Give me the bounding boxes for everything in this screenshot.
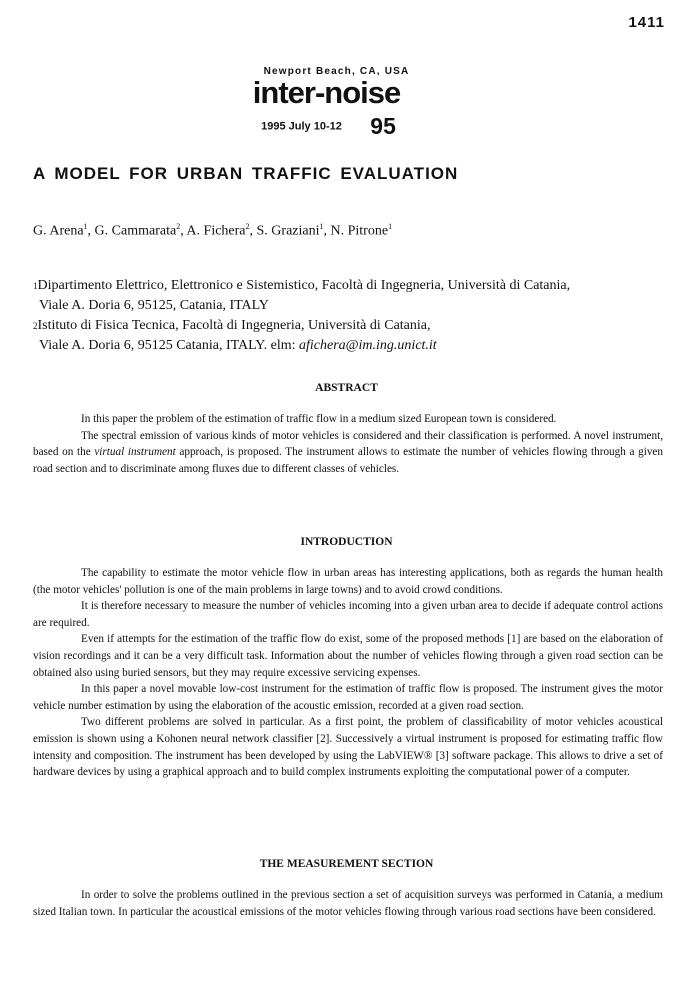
conference-logo: inter-noise — [252, 75, 401, 110]
affiliation-2-line-2: Viale A. Doria 6, 95125 Catania, ITALY. elm: afichera@im.ing.unict.it — [39, 338, 437, 353]
paper-title: A MODEL FOR URBAN TRAFFIC EVALUATION — [33, 164, 459, 183]
affiliations — [33, 276, 673, 356]
contact-email: afichera@im.ing.unict.it — [299, 338, 437, 353]
author-name: G. Arena — [33, 223, 84, 239]
emphasis: virtual instrument — [94, 446, 176, 459]
author-affiliation-mark: 2 — [176, 222, 181, 231]
affiliation-2-line-1: $^2$Istituto di Fisica Tecnica, Facoltà di Ingegneria, Università di Catania, — [33, 318, 431, 333]
affiliation-2-mark: 2 — [33, 321, 38, 331]
conference-date: 1995 July 10-12 — [261, 120, 342, 133]
author-name: G. Cammarata — [94, 223, 177, 239]
author-name: S. Graziani — [256, 223, 320, 239]
author-name: N. Pitrone — [330, 223, 389, 239]
abstract-paragraph: The spectral emission of various kinds of motor vehicles is considered and their classification is performed. A novel instrument, based on the virtual instrument approach, is proposed. The instrument allows to estimate the number of vehicles flowing through a given road section and to discriminate among fluxes due to different classes of vehicles. — [33, 429, 663, 475]
author-affiliation-mark: 1 — [83, 222, 88, 231]
measurement-body — [33, 887, 663, 920]
abstract-heading: ABSTRACT — [315, 382, 378, 394]
introduction-paragraph: The capability to estimate the motor vehicle flow in urban areas has interesting applications, both as regards the human health (the motor vehicles' pollution is one of the main problems in large towns) and to avoid crowd conditions. — [33, 567, 663, 596]
conference-date-row — [0, 113, 693, 140]
introduction-paragraph: It is therefore necessary to measure the number of vehicles incoming into a given urban area to decide if adequate control actions are required. — [33, 600, 663, 629]
conference-year: 95 — [370, 113, 396, 139]
abstract-body — [33, 411, 663, 477]
author-affiliation-mark: 1 — [319, 222, 324, 231]
introduction-paragraph: In this paper a novel movable low-cost instrument for the estimation of traffic flow is proposed. The instrument gives the motor vehicle number estimation by using the elaboration of the acoustic emission, recorded at a given road section. — [33, 683, 663, 712]
affiliation-1-mark: 1 — [33, 281, 38, 291]
introduction-paragraph: Even if attempts for the estimation of the traffic flow do exist, some of the proposed methods [1] are based on the elaboration of vision recordings and it can be a very difficult task. Information about the number of vehicles flowing through a given road section can be obtained also using buried sensors, but they may require excessive servicing expenses. — [33, 633, 663, 679]
author-list: G. Arena$^1$, G. Cammarata$^2$, A. Fichera$^2$, S. Graziani$^1$, N. Pitrone$^1$ — [33, 222, 393, 239]
introduction-paragraph: Two different problems are solved in particular. As a first point, the problem of classificability of motor vehicles acoustical emission is shown using a Kohonen neural network classifier [2]. Successively a virtual instrument is proposed for estimating traffic flow intensity and composition. The instrument has been developed by using the LabVIEW® [3] software package. This allows to drive a set of hardware devices by using a graphical approach and to build complex instruments exploiting the computational power of a computer. — [33, 716, 663, 779]
affiliation-1-line-1: $^1$Dipartimento Elettrico, Elettronico e Sistemistico, Facoltà di Ingegneria, Università di Catania, — [33, 278, 571, 293]
introduction-body — [33, 565, 663, 781]
measurement-paragraph: In order to solve the problems outlined in the previous section a set of acquisition surveys was performed in Catania, a medium sized Italian town. In particular the acoustical emissions of the motor vehicles flowing through various road sections have been considered. — [33, 889, 663, 918]
conference-header — [0, 66, 693, 140]
author-name: A. Fichera — [186, 223, 246, 239]
author-affiliation-mark: 1 — [388, 222, 393, 231]
conference-location: Newport Beach, CA, USA — [263, 66, 410, 77]
page-number: 1411 — [628, 14, 665, 31]
measurement-heading: THE MEASUREMENT SECTION — [259, 858, 434, 870]
author-affiliation-mark: 2 — [245, 222, 250, 231]
abstract-paragraph: In this paper the problem of the estimation of traffic flow in a medium sized European town is considered. — [81, 413, 557, 425]
affiliation-1-line-2: Viale A. Doria 6, 95125, Catania, ITALY — [39, 298, 269, 313]
introduction-heading: INTRODUCTION — [300, 536, 393, 548]
